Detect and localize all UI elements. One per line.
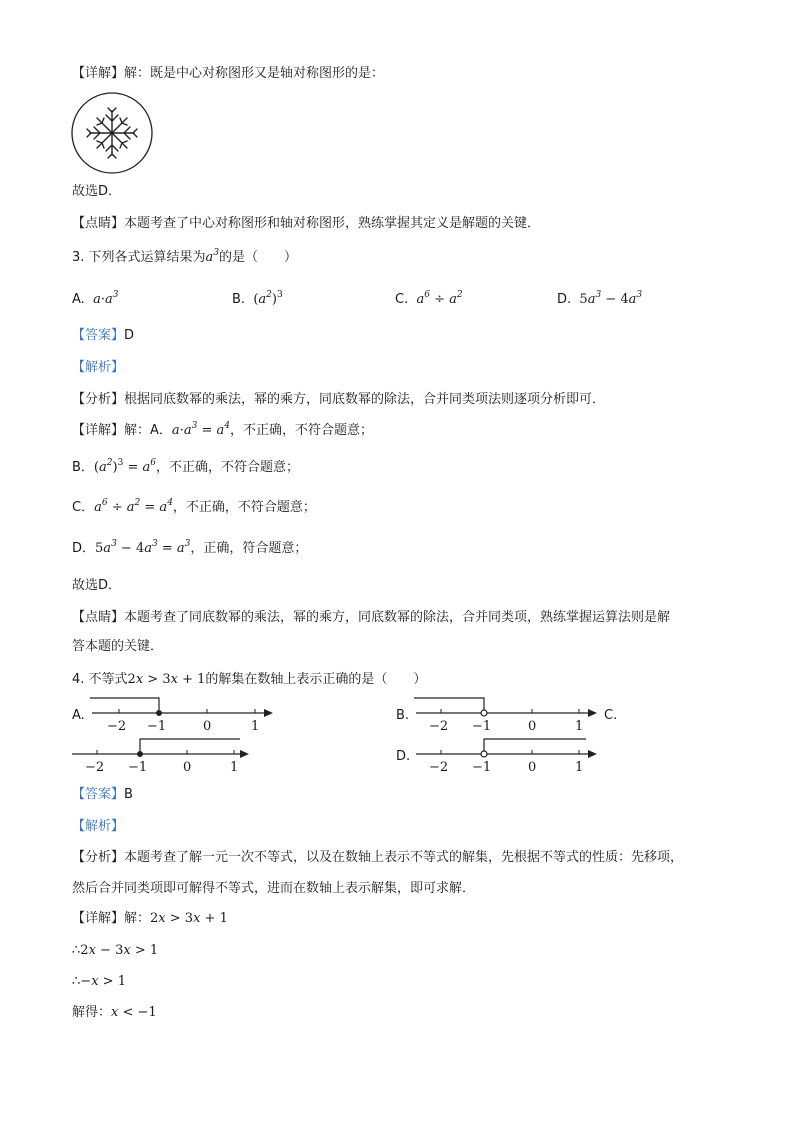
q3-analysis-tag: 【解析】 <box>72 360 125 375</box>
q4-fenxi-1: 【分析】本题考查了解一元一次不等式，以及在数轴上表示不等式的解集，先根据不等式的性质：先移项， <box>72 850 684 865</box>
q3-target-expr: $a^3$ <box>205 248 220 265</box>
tick-label: 1 <box>251 719 260 734</box>
q4-answer: 【答案】B <box>72 787 133 802</box>
tick-label: −2 <box>85 760 105 775</box>
tick-label: 0 <box>528 760 537 775</box>
q4-option-d-label: D. <box>396 749 411 764</box>
q3-detail-c: C．$a^6 \div a^2 = a^4$，不正确，不符合题意； <box>72 498 316 515</box>
tick-label: −1 <box>128 760 148 775</box>
tick-label: 1 <box>575 719 584 734</box>
q2-choice: 故选D． <box>72 184 122 199</box>
q4-analysis-tag: 【解析】 <box>72 819 125 834</box>
q3-choice: 故选D． <box>72 578 122 593</box>
q4-detail: 【详解】解：2x > 3x + 1 <box>72 911 228 926</box>
tick-label: 0 <box>183 760 192 775</box>
tick-label: 0 <box>528 719 537 734</box>
q4-step-2: ∴−x > 1 <box>72 974 126 989</box>
snowflake-figure <box>70 91 154 175</box>
tick-label: 1 <box>230 760 239 775</box>
q4-numberline-b <box>414 694 604 736</box>
tick-label: 1 <box>575 760 584 775</box>
q3-option-b: B. $(a^2)^3$ <box>232 290 283 307</box>
q4-option-c-label: C. <box>604 708 618 723</box>
tick-label: −1 <box>147 719 167 734</box>
tick-label: −1 <box>472 719 492 734</box>
q3-detail-b: B．$(a^2)^3 = a^6$，不正确，不符合题意； <box>72 458 299 475</box>
q4-numberline-c <box>70 735 260 777</box>
tick-label: −1 <box>472 760 492 775</box>
snowflake-icon <box>70 91 154 175</box>
q3-detail-a: 【详解】解：A．$a\cdot a^3 = a^4$，不正确，不符合题意； <box>72 421 373 438</box>
q3-option-d: D. $5a^3 - 4a^3$ <box>557 290 643 307</box>
q4-numberline-a <box>90 694 280 736</box>
q4-step-1: ∴2x − 3x > 1 <box>72 943 159 958</box>
q3-comment-1: 【点睛】本题考查了同底数幂的乘法，幂的乘方，同底数幂的除法，合并同类项，熟练掌握运算法则是解 <box>72 610 671 625</box>
q2-detail: 【详解】解：既是中心对称图形又是轴对称图形的是： <box>72 66 385 81</box>
tick-label: −2 <box>429 719 449 734</box>
q3-detail-d: D．$5a^3 - 4a^3 = a^3$，正确，符合题意； <box>72 539 308 556</box>
q3-stem: 3. 下列各式运算结果为$a^3$的是（ ） <box>72 248 298 265</box>
q4-option-a-label: A. <box>72 708 85 723</box>
q4-fenxi-2: 然后合并同类项即可解得不等式，进而在数轴上表示解集，即可求解． <box>72 881 476 896</box>
q4-stem: 4. 不等式2x > 3x + 1的解集在数轴上表示正确的是（ ） <box>72 672 427 687</box>
q3-fenxi: 【分析】根据同底数幂的乘法，幂的乘方，同底数幂的除法，合并同类项法则逐项分析即可． <box>72 392 606 407</box>
q4-numberline-d <box>414 735 604 777</box>
q2-comment: 【点睛】本题考查了中心对称图形和轴对称图形，熟练掌握其定义是解题的关键． <box>72 216 541 231</box>
q3-option-c: C. $a^6 \div a^2$ <box>395 290 463 307</box>
tick-label: −2 <box>429 760 449 775</box>
q3-comment-2: 答本题的关键． <box>72 639 164 654</box>
q4-option-b-label: B. <box>396 708 410 723</box>
q3-answer: 【答案】D <box>72 328 135 343</box>
q3-option-a: A. $a\cdot a^3$ <box>72 290 119 307</box>
q4-solution: 解得：x < −1 <box>72 1005 157 1020</box>
tick-label: −2 <box>107 719 127 734</box>
tick-label: 0 <box>203 719 212 734</box>
